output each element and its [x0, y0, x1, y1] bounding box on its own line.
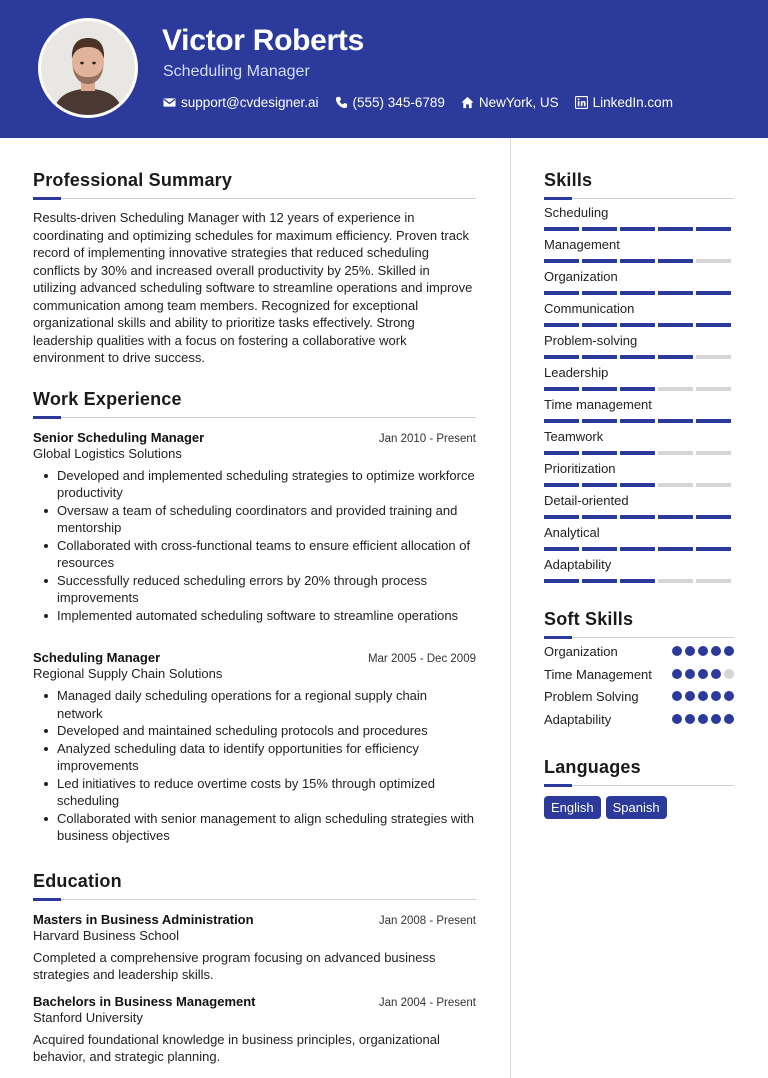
- soft-skills-list: [544, 643, 734, 728]
- skill-level-segment: [544, 355, 579, 359]
- skill-level-segment: [696, 291, 731, 295]
- skill-level-segment: [582, 547, 617, 551]
- skill-level-bar: [544, 323, 734, 327]
- skill-level-segment: [582, 515, 617, 519]
- rating-dot: [698, 646, 708, 656]
- soft-skill-rating: [672, 691, 734, 701]
- skill-level-segment: [658, 355, 693, 359]
- job-date: Mar 2005 - Dec 2009: [367, 653, 476, 665]
- skill-level-segment: [658, 387, 693, 391]
- skill-level-segment: [696, 483, 731, 487]
- skill-level-segment: [696, 259, 731, 263]
- skill-level-segment: [696, 387, 731, 391]
- job-bullet: Collaborated with senior management to align scheduling strategies with business objectives: [33, 810, 476, 845]
- education-entry: [33, 912, 476, 984]
- section-rule: [544, 785, 734, 786]
- job-bullet: Collaborated with cross-functional teams to ensure efficient allocation of resources: [33, 537, 476, 572]
- job-bullet: Developed and maintained scheduling protocols and procedures: [33, 722, 476, 740]
- job-title: Senior Scheduling Manager: [33, 429, 205, 445]
- skill-level-segment: [582, 227, 617, 231]
- rating-dot: [711, 714, 721, 724]
- job-bullet: Led initiatives to reduce overtime costs by 15% through optimized scheduling: [33, 775, 476, 810]
- soft-skills-section: [544, 609, 734, 728]
- section-rule: [33, 198, 476, 199]
- skill-name: Detail-oriented: [544, 493, 629, 508]
- skill-name: Problem-solving: [544, 333, 638, 348]
- rating-dot: [711, 669, 721, 679]
- skill-level-segment: [696, 547, 731, 551]
- skill-level-segment: [696, 419, 731, 423]
- skill-level-segment: [582, 483, 617, 487]
- section-rule: [544, 198, 734, 199]
- skill-level-bar: [544, 419, 734, 423]
- main-column: [33, 170, 476, 1066]
- language-list: [544, 796, 734, 819]
- skill-level-segment: [696, 355, 731, 359]
- skill-level-segment: [658, 259, 693, 263]
- skill-level-segment: [658, 419, 693, 423]
- languages-section: [544, 757, 734, 819]
- school-name: Stanford University: [33, 1009, 143, 1025]
- skill-level-segment: [544, 419, 579, 423]
- soft-skill-item: [544, 643, 734, 661]
- skill-level-bar: [544, 355, 734, 359]
- skill-level-segment: [544, 259, 579, 263]
- skill-level-segment: [696, 323, 731, 327]
- skill-level-segment: [658, 515, 693, 519]
- education-description: Completed a comprehensive program focusing on advanced business strategies and leadership skills.: [33, 949, 436, 982]
- skill-level-segment: [544, 579, 579, 583]
- rating-dot: [698, 714, 708, 724]
- skill-item: [544, 237, 734, 263]
- language-badge: English: [544, 796, 601, 819]
- contact-linkedin[interactable]: [575, 95, 673, 110]
- skill-name: Prioritization: [544, 461, 616, 476]
- rating-dot: [711, 646, 721, 656]
- rating-dot: [685, 646, 695, 656]
- candidate-name: Victor Roberts: [162, 24, 364, 57]
- skill-item: [544, 333, 734, 359]
- skill-level-segment: [582, 355, 617, 359]
- school-name: Harvard Business School: [33, 927, 179, 943]
- skill-level-segment: [620, 259, 655, 263]
- job-company: Regional Supply Chain Solutions: [33, 666, 223, 681]
- skill-level-bar: [544, 451, 734, 455]
- skill-level-segment: [582, 259, 617, 263]
- skill-item: [544, 557, 734, 583]
- skill-item: [544, 525, 734, 551]
- rating-dot: [724, 646, 734, 656]
- soft-skill-rating: [672, 669, 734, 679]
- linkedin-icon: [575, 96, 588, 109]
- side-column: [544, 170, 734, 819]
- section-rule: [33, 899, 476, 900]
- skill-level-segment: [582, 291, 617, 295]
- rating-dot: [724, 669, 734, 679]
- soft-skill-name: Adaptability: [544, 711, 612, 727]
- skill-level-segment: [620, 355, 655, 359]
- skill-level-segment: [658, 227, 693, 231]
- skills-section: [544, 170, 734, 583]
- skill-level-segment: [544, 227, 579, 231]
- skill-level-segment: [620, 451, 655, 455]
- soft-skill-item: [544, 666, 734, 684]
- avatar: [38, 18, 138, 118]
- skill-level-segment: [582, 419, 617, 423]
- education-date: Jan 2008 - Present: [378, 914, 476, 927]
- skill-item: [544, 429, 734, 455]
- envelope-icon: [163, 96, 176, 109]
- skill-level-bar: [544, 547, 734, 551]
- home-icon: [461, 96, 474, 109]
- soft-skill-rating: [672, 646, 734, 656]
- education-title: Education: [33, 870, 122, 891]
- skill-level-segment: [620, 291, 655, 295]
- skill-level-segment: [544, 547, 579, 551]
- header-banner: [0, 0, 768, 138]
- job-bullet: Developed and implemented scheduling strategies to optimize workforce productivity: [33, 467, 476, 502]
- job-date: Jan 2010 - Present: [378, 432, 476, 445]
- job-entry: [33, 430, 476, 625]
- contact-phone-text: (555) 345-6789: [352, 95, 445, 110]
- skill-level-segment: [658, 547, 693, 551]
- section-rule: [33, 417, 476, 418]
- experience-title: Work Experience: [33, 388, 182, 409]
- soft-skill-item: [544, 711, 734, 729]
- contact-location[interactable]: [461, 95, 559, 110]
- skill-level-segment: [544, 451, 579, 455]
- skill-level-bar: [544, 387, 734, 391]
- skill-level-segment: [620, 515, 655, 519]
- contact-email[interactable]: [163, 95, 319, 110]
- skill-name: Communication: [544, 301, 635, 316]
- contact-linkedin-text: LinkedIn.com: [592, 95, 673, 110]
- languages-title: Languages: [544, 757, 641, 777]
- skill-level-segment: [658, 451, 693, 455]
- job-bullet: Analyzed scheduling data to identify opportunities for efficiency improvements: [33, 740, 476, 775]
- education-section: [33, 871, 476, 1066]
- skill-level-segment: [658, 483, 693, 487]
- section-rule: [544, 637, 734, 638]
- education-date: Jan 2004 - Present: [378, 996, 476, 1009]
- rating-dot: [698, 669, 708, 679]
- rating-dot: [685, 714, 695, 724]
- job-bullet: Successfully reduced scheduling errors by 20% through process improvements: [33, 572, 476, 607]
- skill-item: [544, 397, 734, 423]
- job-company: Global Logistics Solutions: [33, 445, 182, 461]
- contact-location-text: NewYork, US: [478, 95, 559, 110]
- rating-dot: [711, 691, 721, 701]
- phone-icon: [335, 96, 348, 109]
- job-bullet: Managed daily scheduling operations for a regional supply chain network: [33, 687, 476, 722]
- job-bullets: [33, 687, 476, 845]
- skill-item: [544, 269, 734, 295]
- skill-level-bar: [544, 259, 734, 263]
- skill-level-segment: [544, 483, 579, 487]
- skill-level-segment: [620, 387, 655, 391]
- rating-dot: [698, 691, 708, 701]
- rating-dot: [724, 714, 734, 724]
- skill-name: Time management: [544, 397, 652, 412]
- soft-skill-item: [544, 688, 734, 706]
- skill-level-segment: [620, 579, 655, 583]
- skill-level-segment: [582, 323, 617, 327]
- soft-skill-name: Problem Solving: [544, 689, 639, 704]
- skill-level-segment: [658, 323, 693, 327]
- skill-level-segment: [620, 483, 655, 487]
- skill-level-segment: [620, 227, 655, 231]
- skill-level-segment: [544, 291, 579, 295]
- profile-photo: [41, 21, 135, 115]
- skill-item: [544, 205, 734, 231]
- skill-name: Adaptability: [544, 557, 612, 572]
- rating-dot: [672, 691, 682, 701]
- job-bullet: Implemented automated scheduling software to streamline operations: [33, 607, 476, 625]
- rating-dot: [672, 669, 682, 679]
- skill-level-segment: [544, 515, 579, 519]
- skill-item: [544, 301, 734, 327]
- skill-name: Organization: [544, 269, 618, 284]
- language-badge: Spanish: [606, 796, 667, 819]
- contact-phone[interactable]: [335, 95, 445, 110]
- job-title: Scheduling Manager: [33, 650, 161, 665]
- skill-level-segment: [620, 323, 655, 327]
- skill-level-bar: [544, 483, 734, 487]
- skill-level-segment: [620, 547, 655, 551]
- soft-skill-rating: [672, 714, 734, 724]
- skill-name: Analytical: [544, 525, 600, 540]
- skills-title: Skills: [544, 170, 593, 190]
- skill-level-segment: [582, 451, 617, 455]
- job-entry: [33, 650, 476, 845]
- skill-level-segment: [544, 323, 579, 327]
- summary-section: [33, 170, 476, 367]
- soft-skill-name: Time Management: [544, 666, 652, 682]
- rating-dot: [685, 669, 695, 679]
- job-bullets: [33, 467, 476, 625]
- skill-name: Leadership: [544, 365, 609, 380]
- skill-item: [544, 461, 734, 487]
- summary-text: Results-driven Scheduling Manager with 12 years of experience in coordinating and optimizing schedules for maximum efficiency. Proven track record of implementing innovative strategies that reduced scheduling conflicts by 30% and increased overall productivity by 25%. Skilled in utilizing advanced scheduling software to streamline operations and improve communication among team members. Recognized for exceptional organizational skills and ability to prioritize tasks effectively. Strong leadership qualities with a focus on fostering a collaborative work environment to drive success.: [33, 210, 473, 365]
- skill-item: [544, 493, 734, 519]
- skill-level-bar: [544, 515, 734, 519]
- education-description: Acquired foundational knowledge in business principles, organizational behavior, and strategic planning.: [33, 1031, 440, 1064]
- skill-level-segment: [696, 579, 731, 583]
- rating-dot: [685, 691, 695, 701]
- soft-skills-title: Soft Skills: [544, 609, 634, 629]
- soft-skill-name: Organization: [544, 644, 618, 659]
- skill-item: [544, 365, 734, 391]
- skill-level-segment: [696, 515, 731, 519]
- skill-level-segment: [696, 451, 731, 455]
- job-bullet: Oversaw a team of scheduling coordinators and provided training and mentorship: [33, 502, 476, 537]
- contact-email-text: support@cvdesigner.ai: [181, 95, 319, 110]
- experience-section: [33, 389, 476, 845]
- skill-level-segment: [658, 291, 693, 295]
- contact-list: [163, 95, 673, 110]
- skill-name: Teamwork: [544, 429, 604, 444]
- candidate-role: Scheduling Manager: [163, 63, 310, 80]
- skill-level-segment: [582, 579, 617, 583]
- summary-title: Professional Summary: [33, 170, 233, 190]
- skill-level-bar: [544, 291, 734, 295]
- skill-name: Scheduling: [544, 205, 609, 220]
- education-entry: [33, 994, 476, 1066]
- degree-title: Bachelors in Business Management: [33, 993, 256, 1009]
- degree-title: Masters in Business Administration: [33, 911, 254, 927]
- skill-level-bar: [544, 227, 734, 231]
- rating-dot: [724, 691, 734, 701]
- skill-name: Management: [544, 237, 620, 252]
- skill-level-segment: [582, 387, 617, 391]
- rating-dot: [672, 646, 682, 656]
- rating-dot: [672, 714, 682, 724]
- skill-level-segment: [544, 387, 579, 391]
- skills-list: [544, 205, 734, 583]
- skill-level-segment: [696, 227, 731, 231]
- skill-level-segment: [658, 579, 693, 583]
- skill-level-bar: [544, 579, 734, 583]
- skill-level-segment: [620, 419, 655, 423]
- column-divider: [510, 138, 511, 1078]
